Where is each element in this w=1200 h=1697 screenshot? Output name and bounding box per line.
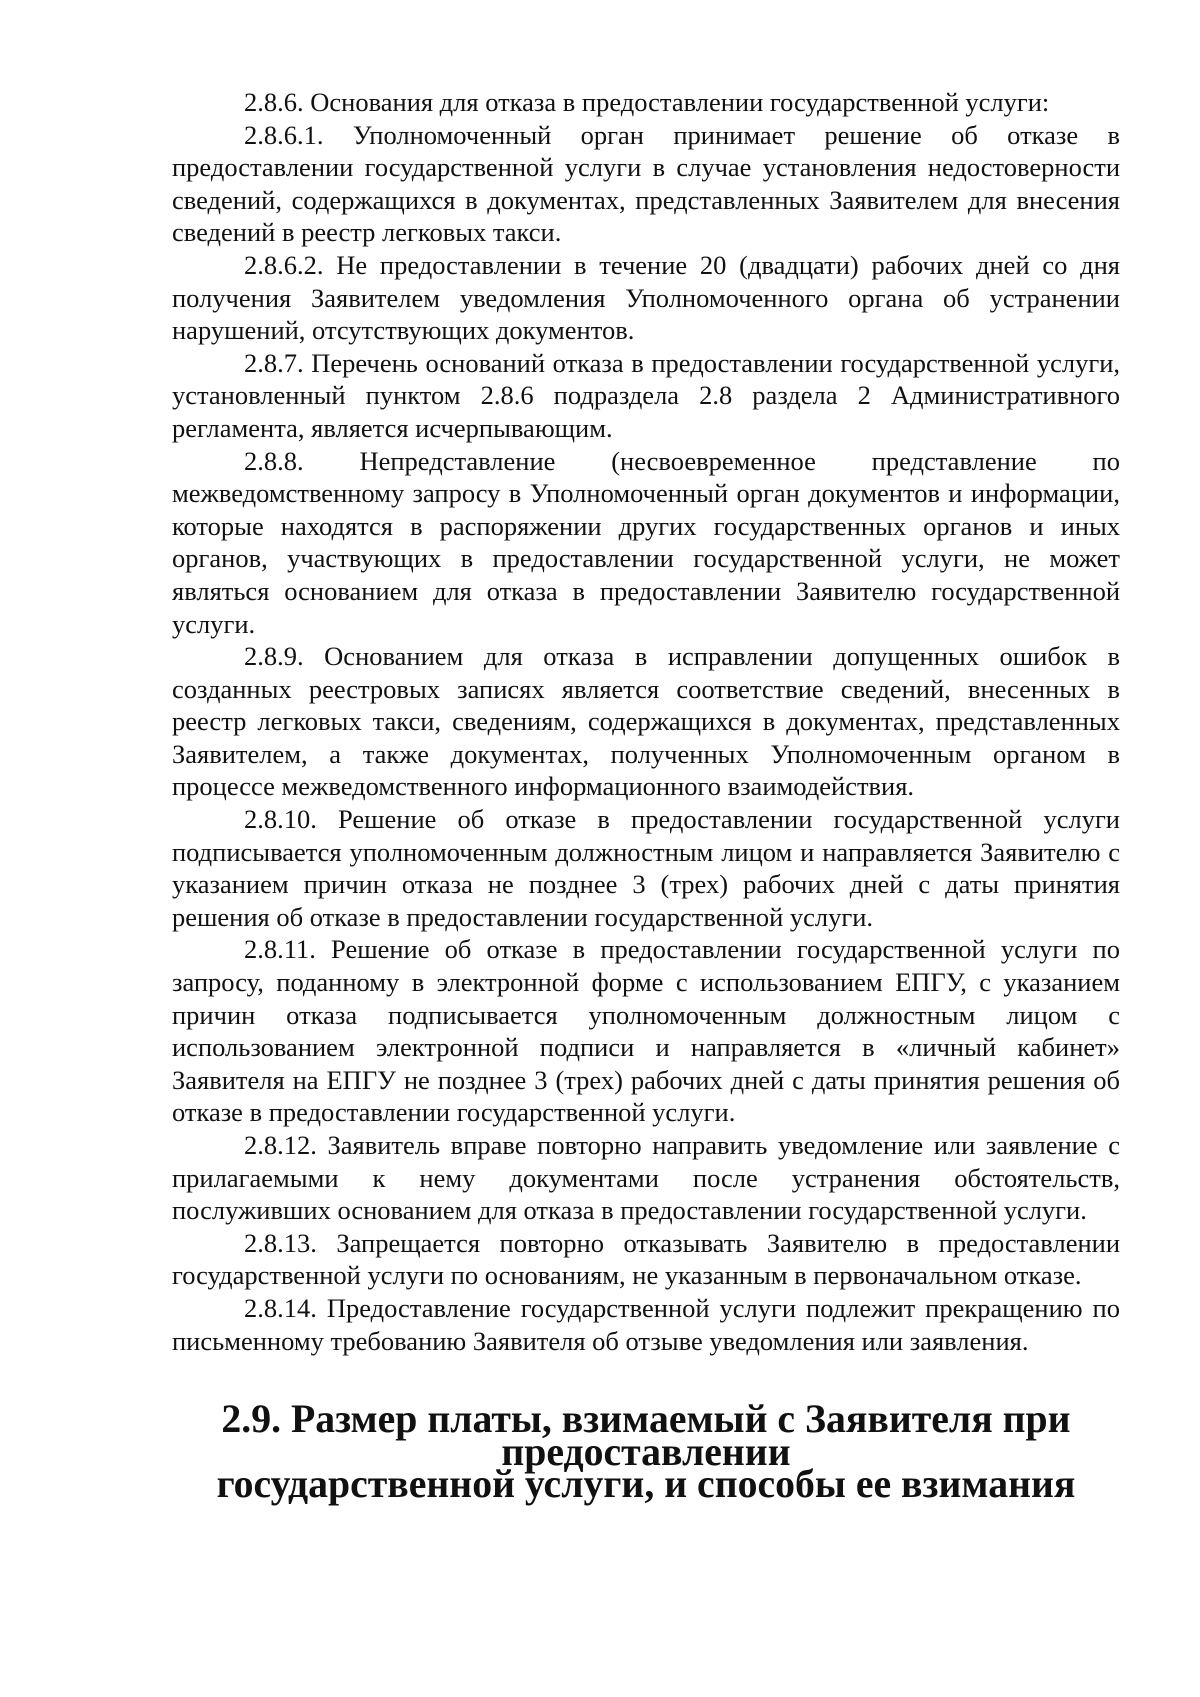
paragraph-2-8-11: 2.8.11. Решение об отказе в предоставлении государственной услуги по запросу, поданному в электронной форме с использованием ЕПГУ, с указанием причин отказа подписывается уполномоченным должностным лицом с использованием электронной подписи и направляется в «личный кабинет» Заявителя на ЕПГУ не позднее 3 (трех) рабочих дней с даты принятия решения об отказе в предоставлении государственной услуги. bbox=[172, 934, 1120, 1128]
paragraph-2-8-6-1: 2.8.6.1. Уполномоченный орган принимает решение об отказе в предоставлении государственной услуги в случае установления недостоверности сведений, содержащихся в документах, представленных Заявителем для внесения сведений в реестр легковых такси. bbox=[172, 119, 1120, 248]
paragraph-2-8-6: 2.8.6. Основания для отказа в предоставлении государственной услуги: bbox=[244, 87, 1050, 117]
paragraph-2-8-7: 2.8.7. Перечень оснований отказа в предоставлении государственной услуги, установленный пунктом 2.8.6 подраздела 2.8 раздела 2 Административного регламента, является исчерпывающим. bbox=[172, 347, 1120, 443]
paragraph-2-8-12: 2.8.12. Заявитель вправе повторно направить уведомление или заявление с прилагаемыми к нему документами после устранения обстоятельств, послуживших основанием для отказа в предоставлении государственной услуги. bbox=[172, 1130, 1120, 1226]
paragraph-2-8-6-2: 2.8.6.2. Не предоставлении в течение 20 (двадцати) рабочих дней со дня получения Заявителем уведомления Уполномоченного органа об устранении нарушений, отсутствующих документов. bbox=[172, 249, 1120, 346]
paragraph-2-8-8: 2.8.8. Непредставление (несвоевременное представление по межведомственному запросу в Уполномоченный орган документов и информации, которые находятся в распоряжении других государственных органов и иных органов, участвующих в предоставлении государственной услуги, не может являться основанием для отказа в предоставлении Заявителю государственной услуги. bbox=[172, 445, 1120, 639]
section-heading-2-9 bbox=[172, 1397, 1120, 1507]
paragraph-2-8-13: 2.8.13. Запрещается повторно отказывать Заявителю в предоставлении государственной услуги по основаниям, не указанным в первоначальном отказе. bbox=[172, 1227, 1120, 1291]
paragraph-2-8-9: 2.8.9. Основанием для отказа в исправлении допущенных ошибок в созданных реестровых записях является соответствие сведений, внесенных в реестр легковых такси, сведениям, содержащихся в документах, представленных Заявителем, а также документах, полученных Уполномоченным органом в процессе межведомственного информационного взаимодействия. bbox=[172, 641, 1120, 802]
paragraph-2-8-10: 2.8.10. Решение об отказе в предоставлении государственной услуги подписывается уполномоченным должностным лицом и направляется Заявителю с указанием причин отказа не позднее 3 (трех) рабочих дней с даты принятия решения об отказе в предоставлении государственной услуги. bbox=[172, 804, 1120, 932]
paragraph-2-8-14: 2.8.14. Предоставление государственной услуги подлежит прекращению по письменному требованию Заявителя об отзыве уведомления или заявления. bbox=[172, 1292, 1120, 1356]
section-heading-line-1: 2.9. Размер платы, взимаемый с Заявителя при предоставлении bbox=[221, 1397, 1071, 1474]
document-page bbox=[172, 86, 1120, 1507]
section-heading-line-2: государственной услуги, и способы ее взимания bbox=[216, 1462, 1076, 1507]
